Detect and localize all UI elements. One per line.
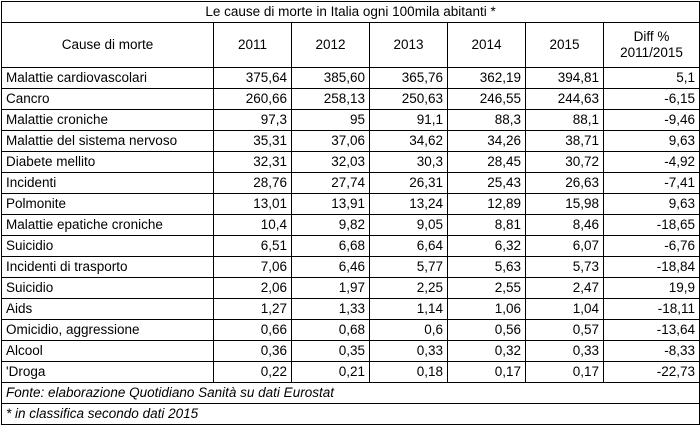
spreadsheet (1, 1, 699, 429)
header-diff-line1: Diff % (633, 29, 670, 44)
cell-cause[interactable]: Malattie epatiche croniche (2, 215, 214, 236)
cell-value[interactable]: 0,18 (370, 362, 448, 383)
table-row (2, 194, 700, 215)
cell-value[interactable]: 38,71 (526, 131, 604, 152)
cell-value[interactable]: 385,60 (292, 68, 370, 89)
cell-value[interactable]: 35,31 (214, 131, 292, 152)
cell-diff[interactable]: -8,33 (604, 341, 700, 362)
cell-value[interactable]: 0,6 (370, 320, 448, 341)
header-row (2, 23, 700, 68)
cell-value[interactable]: 1,27 (214, 299, 292, 320)
cell-value[interactable]: 1,04 (526, 299, 604, 320)
table-row (2, 68, 700, 89)
cell-diff[interactable]: 19,9 (604, 278, 700, 299)
footnote-row (2, 404, 700, 425)
cell-diff[interactable]: 9,63 (604, 194, 700, 215)
cell-cause[interactable]: Suicidio (2, 236, 214, 257)
cell-value[interactable]: 2,06 (214, 278, 292, 299)
footnote-row (2, 383, 700, 404)
header-year[interactable]: 2014 (448, 23, 526, 68)
table-row (2, 152, 700, 173)
cell-value[interactable]: 6,07 (526, 236, 604, 257)
cell-value[interactable]: 13,24 (370, 194, 448, 215)
cell-value[interactable]: 2,25 (370, 278, 448, 299)
cell-value[interactable]: 95 (292, 110, 370, 131)
cell-value[interactable]: 34,26 (448, 131, 526, 152)
cell-value[interactable]: 26,31 (370, 173, 448, 194)
table-row (2, 89, 700, 110)
cell-cause[interactable]: Malattie croniche (2, 110, 214, 131)
cell-value[interactable]: 6,64 (370, 236, 448, 257)
table-row (2, 110, 700, 131)
cell-diff[interactable]: -18,11 (604, 299, 700, 320)
cell-value[interactable]: 0,57 (526, 320, 604, 341)
cell-value[interactable]: 246,55 (448, 89, 526, 110)
cell-value[interactable]: 5,77 (370, 257, 448, 278)
cell-value[interactable]: 8,46 (526, 215, 604, 236)
cell-value[interactable]: 0,66 (214, 320, 292, 341)
cell-cause[interactable]: Diabete mellito (2, 152, 214, 173)
cell-value[interactable]: 37,06 (292, 131, 370, 152)
cell-value[interactable]: 0,17 (448, 362, 526, 383)
table-row (2, 131, 700, 152)
cell-value[interactable]: 5,63 (448, 257, 526, 278)
cell-value[interactable]: 1,97 (292, 278, 370, 299)
cell-value[interactable]: 91,1 (370, 110, 448, 131)
cell-value[interactable]: 30,3 (370, 152, 448, 173)
table-row (2, 320, 700, 341)
table-row (2, 299, 700, 320)
cell-value[interactable]: 250,63 (370, 89, 448, 110)
cell-value[interactable]: 9,05 (370, 215, 448, 236)
cell-value[interactable]: 258,13 (292, 89, 370, 110)
footnote-source[interactable]: Fonte: elaborazione Quotidiano Sanità su dati Eurostat (2, 383, 700, 404)
cell-diff[interactable]: -9,46 (604, 110, 700, 131)
cell-diff[interactable]: -6,15 (604, 89, 700, 110)
cell-value[interactable]: 26,63 (526, 173, 604, 194)
cell-value[interactable]: 5,73 (526, 257, 604, 278)
cell-value[interactable]: 28,76 (214, 173, 292, 194)
cell-value[interactable]: 375,64 (214, 68, 292, 89)
cell-value[interactable]: 1,14 (370, 299, 448, 320)
table-row (2, 215, 700, 236)
footnote-ranking[interactable]: * in classifica secondo dati 2015 (2, 404, 700, 425)
cell-diff[interactable]: -18,84 (604, 257, 700, 278)
cell-value[interactable]: 1,33 (292, 299, 370, 320)
cell-value[interactable]: 10,4 (214, 215, 292, 236)
header-diff-line2: 2011/2015 (620, 45, 683, 60)
header-year[interactable]: 2015 (526, 23, 604, 68)
header-cause[interactable]: Cause di morte (2, 23, 214, 68)
cell-value[interactable]: 28,45 (448, 152, 526, 173)
table-row (2, 257, 700, 278)
cell-value[interactable]: 30,72 (526, 152, 604, 173)
cell-cause[interactable]: Polmonite (2, 194, 214, 215)
cell-value[interactable]: 0,22 (214, 362, 292, 383)
cell-diff[interactable]: -13,64 (604, 320, 700, 341)
cell-cause[interactable]: Suicidio (2, 278, 214, 299)
cell-diff[interactable]: -6,76 (604, 236, 700, 257)
header-year[interactable]: 2011 (214, 23, 292, 68)
cell-value[interactable]: 7,06 (214, 257, 292, 278)
cell-diff[interactable]: -4,92 (604, 152, 700, 173)
cell-value[interactable]: 0,68 (292, 320, 370, 341)
cell-diff[interactable]: -22,73 (604, 362, 700, 383)
cell-value[interactable]: 34,62 (370, 131, 448, 152)
cell-value[interactable]: 27,74 (292, 173, 370, 194)
cell-value[interactable]: 32,31 (214, 152, 292, 173)
cell-value[interactable]: 9,82 (292, 215, 370, 236)
cell-value[interactable]: 32,03 (292, 152, 370, 173)
cell-value[interactable]: 25,43 (448, 173, 526, 194)
cell-cause[interactable]: Incidenti di trasporto (2, 257, 214, 278)
cell-value[interactable]: 88,3 (448, 110, 526, 131)
cell-cause[interactable]: Aids (2, 299, 214, 320)
cell-value[interactable]: 88,1 (526, 110, 604, 131)
cell-value[interactable]: 244,63 (526, 89, 604, 110)
cell-value[interactable]: 1,06 (448, 299, 526, 320)
cell-value[interactable]: 6,51 (214, 236, 292, 257)
cell-cause[interactable]: 'Droga (2, 362, 214, 383)
cell-value[interactable]: 0,56 (448, 320, 526, 341)
cell-value[interactable]: 394,81 (526, 68, 604, 89)
cell-value[interactable]: 0,17 (526, 362, 604, 383)
cell-cause[interactable]: Malattie del sistema nervoso (2, 131, 214, 152)
cell-value[interactable]: 362,19 (448, 68, 526, 89)
cell-cause[interactable]: Malattie cardiovascolari (2, 68, 214, 89)
cell-cause[interactable]: Alcool (2, 341, 214, 362)
mortality-table (1, 1, 700, 425)
cell-value[interactable]: 6,68 (292, 236, 370, 257)
cell-value[interactable]: 2,47 (526, 278, 604, 299)
cell-value[interactable]: 0,33 (526, 341, 604, 362)
table-row (2, 173, 700, 194)
header-year[interactable]: 2013 (370, 23, 448, 68)
table-row (2, 362, 700, 383)
cell-value[interactable]: 2,55 (448, 278, 526, 299)
table-row (2, 341, 700, 362)
cell-value[interactable]: 365,76 (370, 68, 448, 89)
cell-cause[interactable]: Omicidio, aggressione (2, 320, 214, 341)
cell-diff[interactable]: 9,63 (604, 131, 700, 152)
cell-value[interactable]: 8,81 (448, 215, 526, 236)
cell-value[interactable]: 0,21 (292, 362, 370, 383)
title-row (2, 2, 700, 23)
cell-value[interactable]: 6,32 (448, 236, 526, 257)
cell-value[interactable]: 260,66 (214, 89, 292, 110)
cell-diff[interactable]: -18,65 (604, 215, 700, 236)
table-title[interactable]: Le cause di morte in Italia ogni 100mila abitanti * (2, 2, 700, 23)
cell-value[interactable]: 15,98 (526, 194, 604, 215)
cell-cause[interactable]: Cancro (2, 89, 214, 110)
cell-value[interactable]: 0,33 (370, 341, 448, 362)
cell-value[interactable]: 0,35 (292, 341, 370, 362)
cell-value[interactable]: 0,32 (448, 341, 526, 362)
cell-value[interactable]: 97,3 (214, 110, 292, 131)
cell-diff[interactable]: -7,41 (604, 173, 700, 194)
header-year[interactable]: 2012 (292, 23, 370, 68)
table-row (2, 236, 700, 257)
cell-cause[interactable]: Incidenti (2, 173, 214, 194)
header-diff[interactable] (604, 23, 700, 68)
cell-value[interactable]: 0,36 (214, 341, 292, 362)
table-row (2, 278, 700, 299)
cell-diff[interactable]: 5,1 (604, 68, 700, 89)
cell-value[interactable]: 6,46 (292, 257, 370, 278)
cell-value[interactable]: 13,91 (292, 194, 370, 215)
cell-value[interactable]: 13,01 (214, 194, 292, 215)
cell-value[interactable]: 12,89 (448, 194, 526, 215)
